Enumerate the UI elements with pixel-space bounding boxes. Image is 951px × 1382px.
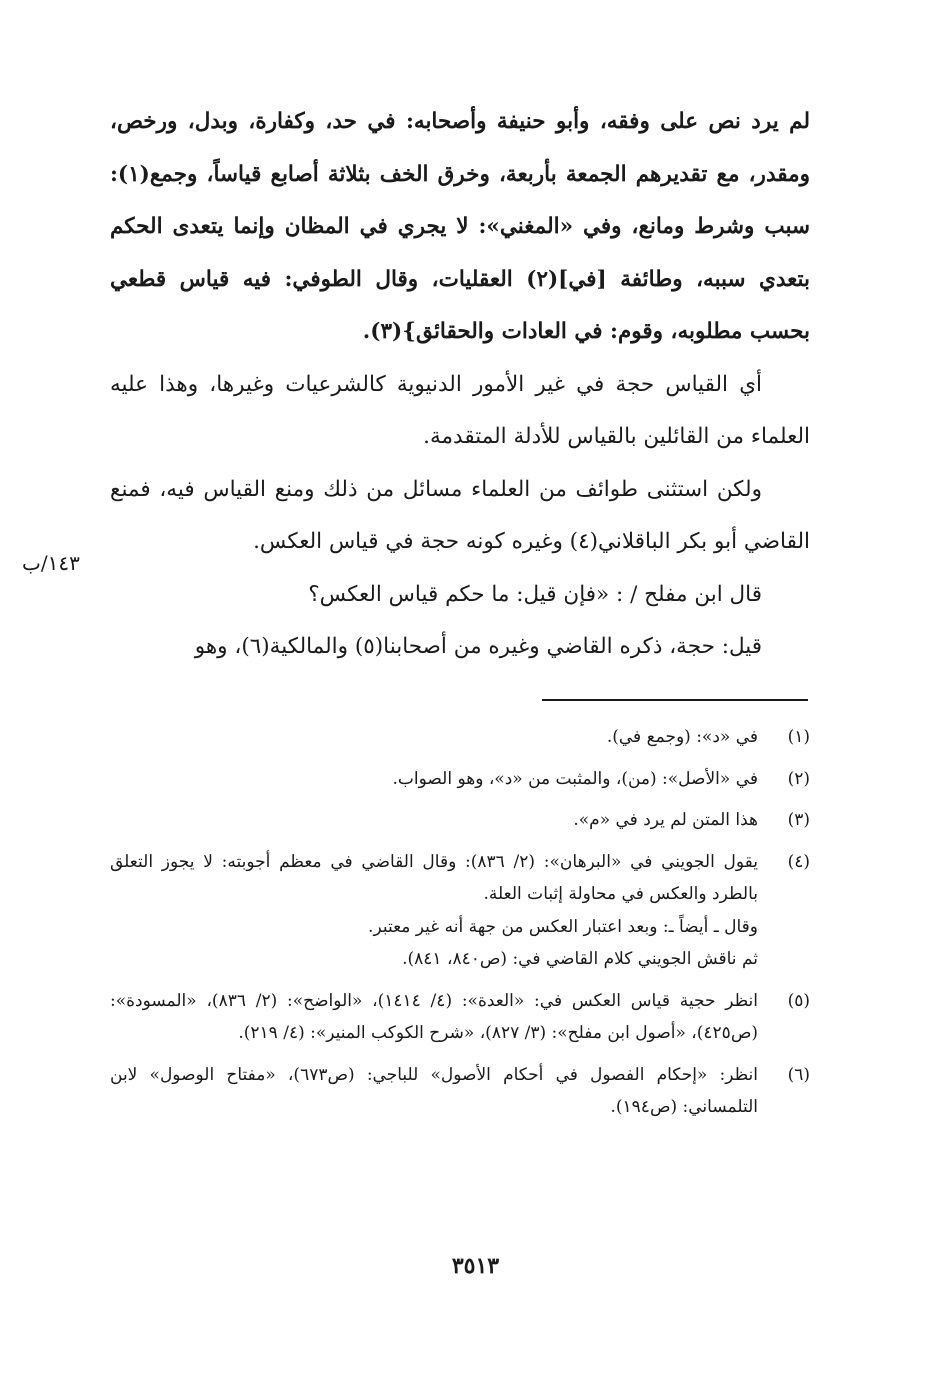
footnote bbox=[110, 804, 810, 837]
footnote-line: في «د»: (وجمع في). bbox=[606, 727, 758, 747]
footnote-line: هذا المتن لم يرد في «م». bbox=[573, 810, 758, 830]
footnote-line: انظر: «إحكام الفصول في أحكام الأصول» للباجي: (ص٦٧٣)، «مفتاح الوصول» لابن التلمساني: (ص١٩٤). bbox=[110, 1064, 759, 1117]
manuscript-folio-note: ١٤٣/ب bbox=[22, 551, 80, 575]
main-text bbox=[110, 96, 810, 674]
footnote bbox=[110, 1059, 810, 1124]
footnote-number: (٥) bbox=[787, 990, 810, 1011]
footnote-separator bbox=[542, 699, 808, 701]
footnote bbox=[110, 721, 810, 754]
footnote-number: (٦) bbox=[787, 1064, 810, 1085]
quote-paragraph: قيل: حجة، ذكره القاضي وغيره من أصحابنا(٥) والمالكية(٦)، وهو bbox=[194, 634, 762, 659]
footnote bbox=[110, 985, 810, 1050]
sharh-paragraph: ولكن استثنى طوائف من العلماء مسائل من ذلك ومنع القياس فيه، فمنع القاضي أبو بكر الباقلاني(٤) وغيره كونه حجة في قياس العكس. bbox=[110, 476, 810, 554]
sharh-paragraph: أي القياس حجة في غير الأمور الدنيوية كالشرعيات وغيرها، وهذا عليه العلماء من القائلين بالقياس للأدلة المتقدمة. bbox=[110, 371, 810, 449]
footnote-line: ثم ناقش الجويني كلام القاضي في: (ص٨٤٠، ٨٤١). bbox=[402, 949, 758, 969]
footnote-line: يقول الجويني في «البرهان»: (٢/ ٨٣٦): وقال القاضي في معظم أجوبته: لا يجوز التعلق بالطرد والعكس في محاولة إثبات العلة. bbox=[110, 851, 758, 904]
footnote-number: (٤) bbox=[787, 851, 810, 872]
footnote-line: وقال ـ أيضاً ـ: وبعد اعتبار العكس من جهة أنه غير معتبر. bbox=[368, 916, 758, 937]
footnote-number: (٣) bbox=[787, 810, 810, 830]
footnote bbox=[110, 846, 810, 976]
footnotes bbox=[110, 721, 810, 1133]
footnote-text bbox=[110, 985, 758, 1050]
footnote-text bbox=[110, 721, 758, 754]
footnote-text bbox=[110, 1059, 758, 1124]
footnote-line: انظر حجية قياس العكس في: «العدة»: (٤/ ١٤١٤)، «الواضح»: (٢/ ٨٣٦)، «المسودة»: (ص٤٢٥)، «أصول ابن مفلح»: (٣/ ٨٢٧)، «شرح الكوكب المنير»: (٤/ ٢١٩). bbox=[110, 990, 759, 1043]
footnote-number: (١) bbox=[787, 727, 810, 747]
footnote-text bbox=[110, 846, 758, 976]
footnote-text bbox=[110, 804, 758, 837]
matn-paragraph: لم يرد نص على وفقه، وأبو حنيفة وأصحابه: في حد، وكفارة، وبدل، ورخص، ومقدر، مع تقديرهم الجمعة بأربعة، وخرق الخف بثلاثة أصابع قياساً، وجمع(١): سبب وشرط ومانع، وفي «المغني»: لا يجري في المظان وإنما يتعدى الحكم بتعدي سببه، وطائفة [في](٢) العقليات، وقال الطوفي: فيه قياس قطعي بحسب مطلوبه، وقوم: في العادات والحقائق}(٣). bbox=[110, 109, 810, 344]
footnote-number: (٢) bbox=[787, 768, 810, 789]
footnote-line: في «الأصل»: (من)، والمثبت من «د»، وهو الصواب. bbox=[392, 768, 758, 789]
footnote-text bbox=[110, 763, 758, 796]
quote-paragraph: قال ابن مفلح / : «فإن قيل: ما حكم قياس العكس؟ bbox=[308, 581, 762, 607]
footnote bbox=[110, 763, 810, 796]
page-number: ٣٥١٣ bbox=[451, 1253, 500, 1279]
